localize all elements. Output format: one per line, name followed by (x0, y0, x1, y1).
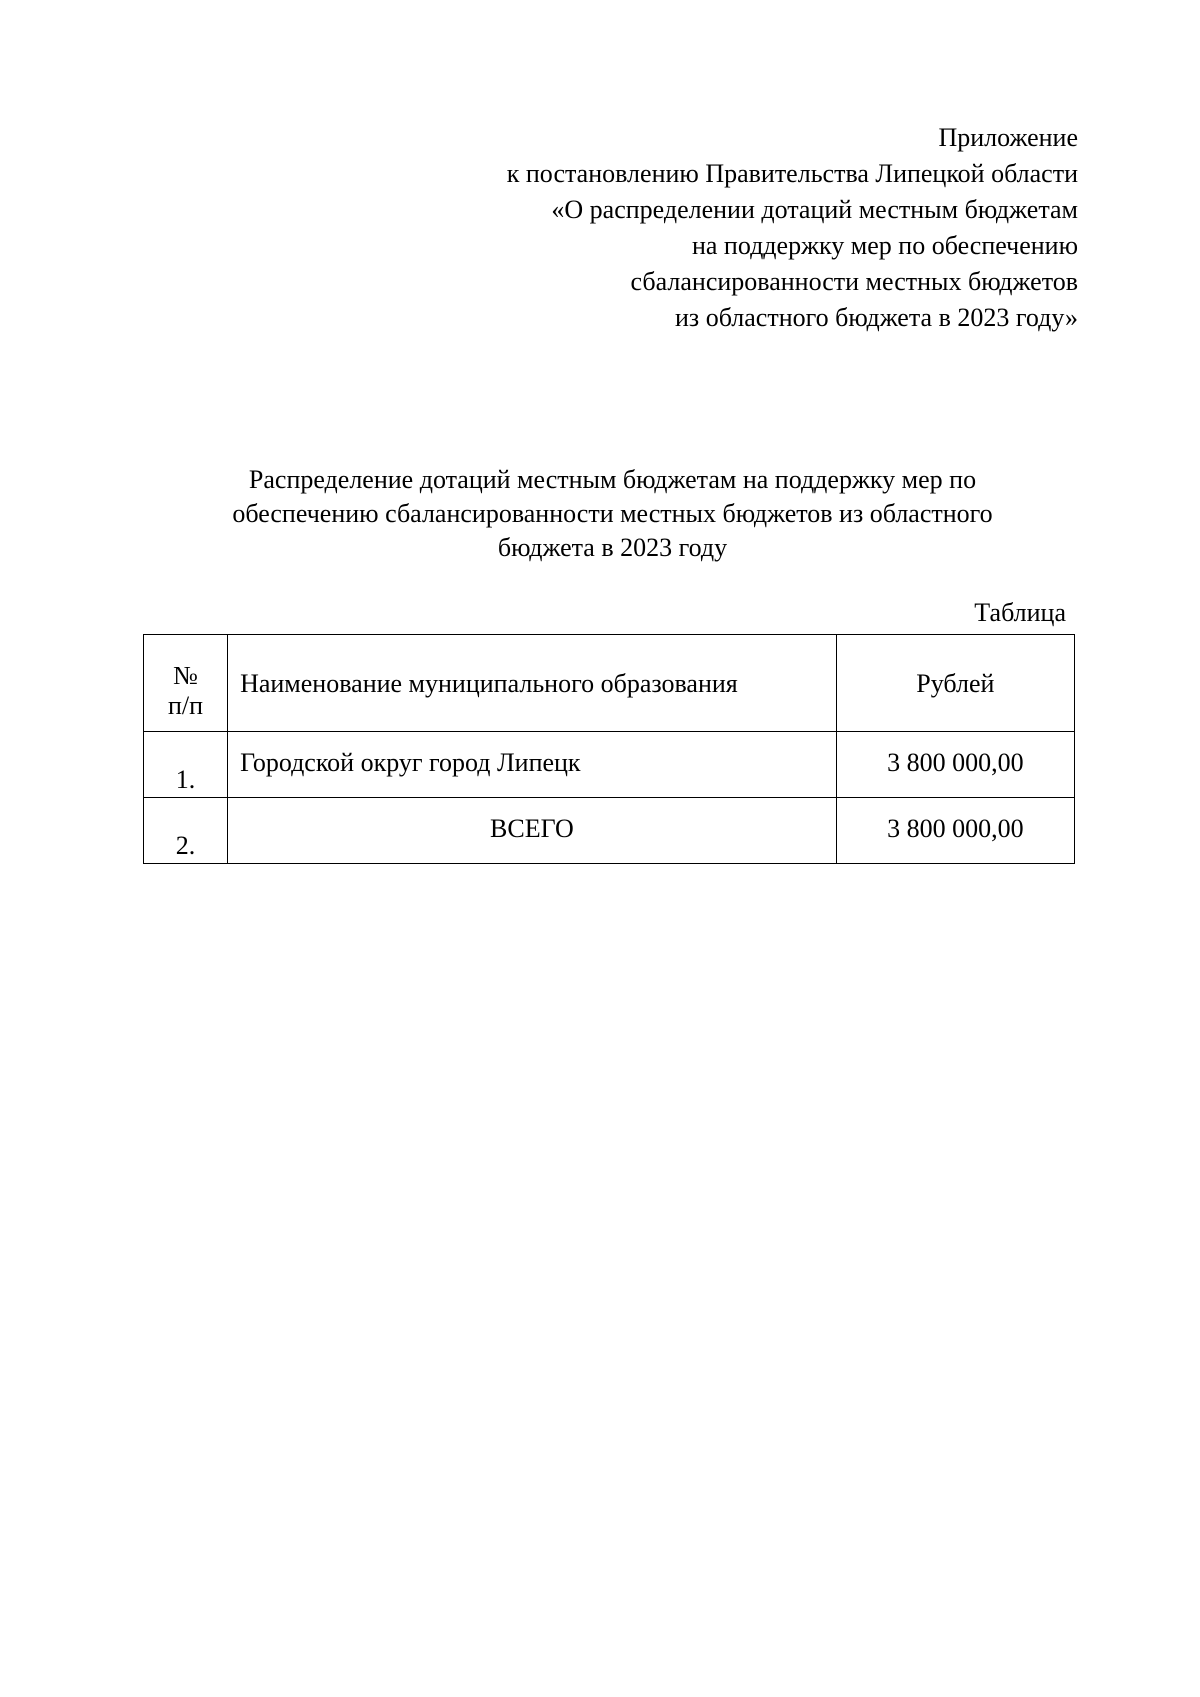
table-header-row (144, 635, 1075, 732)
appendix-line: на поддержку мер по обеспечению (691, 231, 1078, 260)
title-line: Распределение дотаций местным бюджетам на поддержку мер по (248, 465, 977, 494)
document-title (150, 463, 1075, 565)
row-name: ВСЕГО (228, 798, 837, 864)
table-caption: Таблица (974, 598, 1066, 627)
appendix-line: к постановлению Правительства Липецкой области (506, 159, 1078, 188)
row-sum: 3 800 000,00 (836, 798, 1074, 864)
appendix-block (378, 120, 1078, 336)
distribution-table (143, 634, 1075, 864)
title-line: обеспечению сбалансированности местных бюджетов из областного (232, 499, 993, 528)
header-number (144, 635, 228, 732)
header-sum: Рублей (836, 635, 1074, 732)
appendix-line: Приложение (938, 123, 1078, 152)
header-number-symbol: № (173, 661, 198, 690)
title-line: бюджета в 2023 году (497, 533, 728, 562)
table-row (144, 732, 1075, 798)
row-sum: 3 800 000,00 (836, 732, 1074, 798)
appendix-line: из областного бюджета в 2023 году» (675, 303, 1078, 332)
appendix-line: сбалансированности местных бюджетов (630, 267, 1078, 296)
table-row-total (144, 798, 1075, 864)
row-number: 2. (144, 798, 228, 864)
appendix-line: «О распределении дотаций местным бюджетам (551, 195, 1078, 224)
row-name: Городской округ город Липецк (228, 732, 837, 798)
header-name: Наименование муниципального образования (228, 635, 837, 732)
row-number: 1. (144, 732, 228, 798)
header-number-abbrev: п/п (168, 691, 204, 720)
